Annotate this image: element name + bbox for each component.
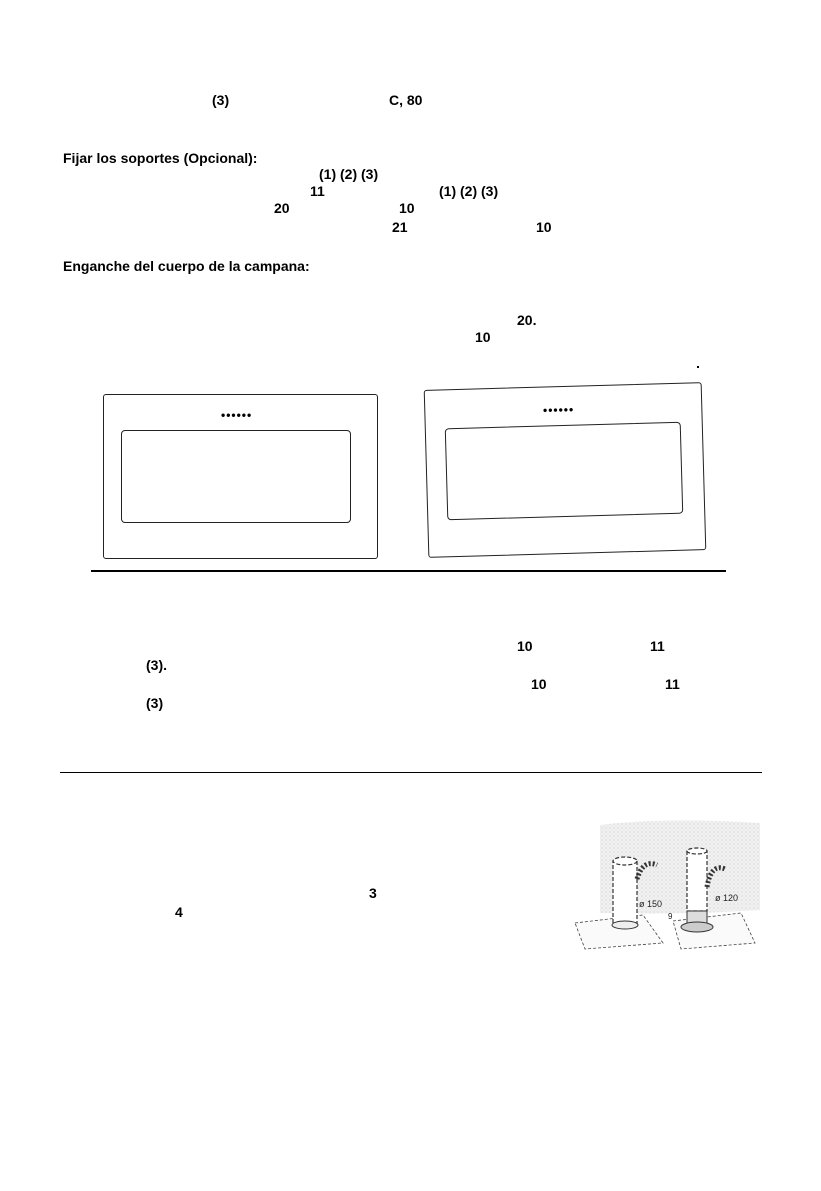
label-small-9: 9	[668, 912, 673, 921]
item1-ref-10: 10	[517, 638, 533, 654]
heading-enganche: Enganche del cuerpo de la campana:	[63, 258, 310, 274]
section-divider	[60, 772, 762, 773]
ref-21: 21	[392, 219, 408, 235]
panel-right-display	[445, 422, 683, 521]
label-d120: ø 120	[715, 893, 739, 903]
duct-120-pipe	[687, 851, 707, 911]
ref-10-c: 10	[475, 329, 491, 345]
item1-ref-3: (3).	[146, 657, 167, 673]
duct-150-pipe	[613, 861, 637, 925]
item2-ref-3: (3)	[146, 695, 164, 711]
ref-20-dot: 20.	[517, 312, 537, 328]
duct-120-adapter	[687, 911, 707, 923]
item2-ref-11: 11	[665, 676, 680, 692]
ref-3: (3)	[212, 92, 230, 108]
ref-4: 4	[175, 904, 183, 920]
panel-left-display	[121, 430, 351, 523]
panel-left-dots: ••••••	[221, 408, 253, 422]
heading-fijar-soportes: Fijar los soportes (Opcional):	[63, 150, 258, 166]
figure-divider	[91, 570, 726, 572]
corner-mark	[697, 366, 699, 368]
ref-11: 11	[310, 183, 325, 199]
ref-1-2-3-a: (1) (2) (3)	[319, 166, 379, 182]
ref-1-2-3-b: (1) (2) (3)	[439, 183, 499, 199]
ref-10-b: 10	[536, 219, 552, 235]
item1-ref-11: 11	[650, 638, 665, 654]
ref-c80: C, 80	[389, 92, 423, 108]
ref-20: 20	[274, 200, 290, 216]
duct-illustration	[565, 815, 765, 955]
ref-10-a: 10	[399, 200, 415, 216]
item2-ref-10: 10	[531, 676, 547, 692]
label-d150: ø 150	[639, 899, 663, 909]
panel-right-dots: ••••••	[542, 402, 575, 418]
ref-3-small: 3	[369, 885, 377, 901]
right-base-plate	[673, 913, 755, 949]
